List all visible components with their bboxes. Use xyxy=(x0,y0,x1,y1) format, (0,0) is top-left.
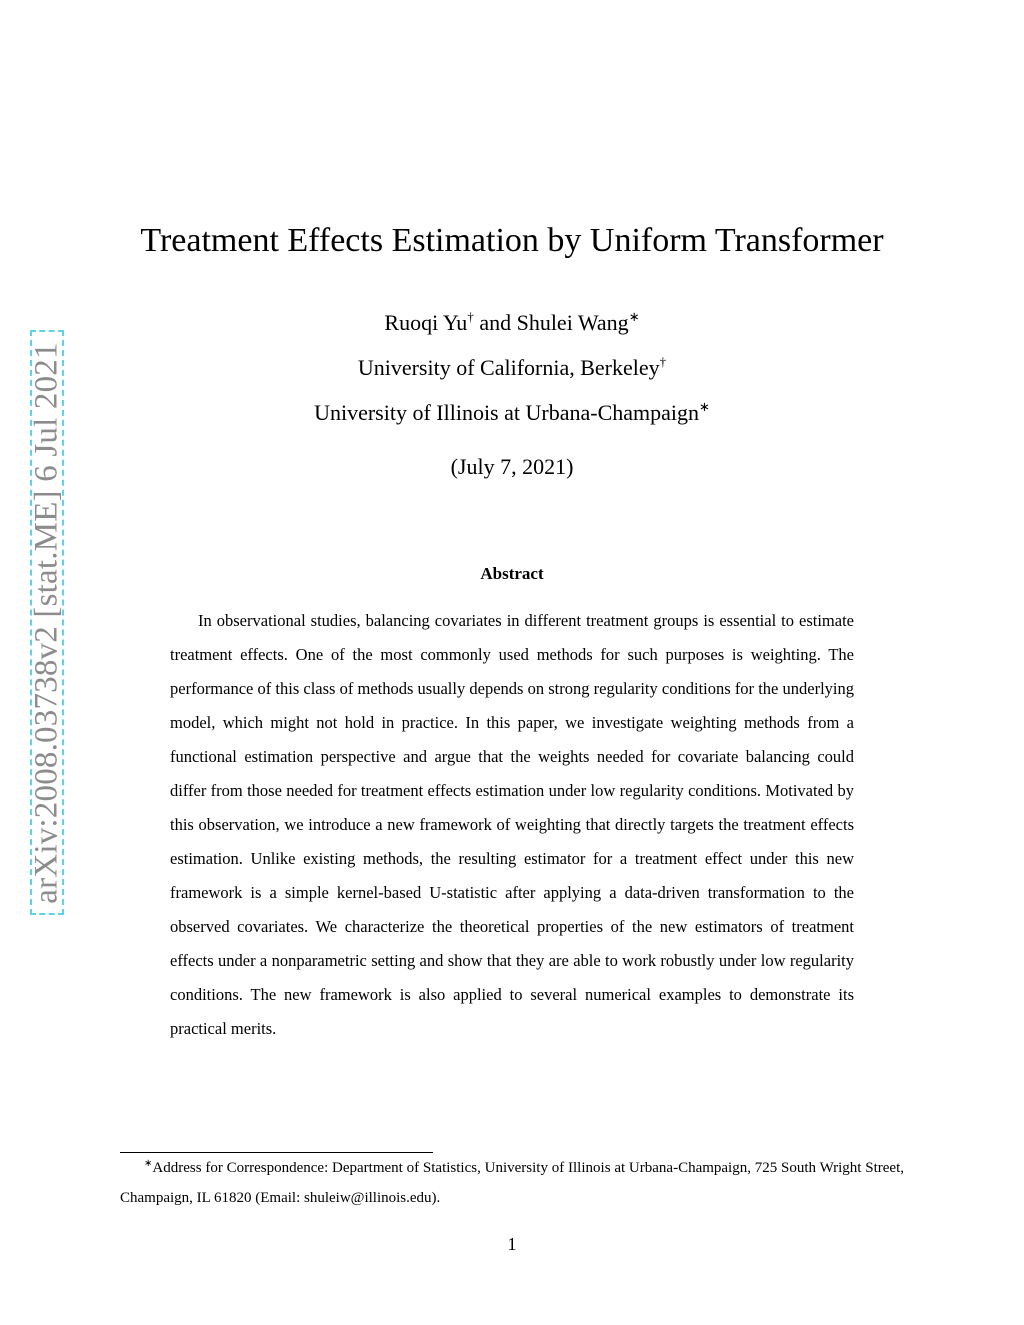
author-affiliation-mark: ∗ xyxy=(628,309,640,324)
paper-date: (July 7, 2021) xyxy=(450,454,574,479)
affiliation-mark: † xyxy=(659,354,667,369)
author-name: Shulei Wang xyxy=(516,310,629,335)
abstract-heading: Abstract xyxy=(480,564,544,583)
author-connector: and xyxy=(479,310,512,335)
affiliation-name: University of Illinois at Urbana-Champaign xyxy=(314,400,699,425)
footnote-text: Address for Correspondence: Department of Statistics, University of Illinois at Urbana-Champaign, 725 South Wright Street, Champaign, IL 61820 (Email: shuleiw@illinois.edu). xyxy=(120,1160,904,1206)
paper-title: Treatment Effects Estimation by Uniform Transformer xyxy=(140,222,884,259)
affiliation-mark: ∗ xyxy=(699,399,710,414)
affiliation-name: University of California, Berkeley xyxy=(357,355,660,380)
affiliation-line xyxy=(0,355,1024,381)
author-affiliation-mark: † xyxy=(467,309,474,324)
author-name: Ruoqi Yu xyxy=(384,310,468,335)
authors-line xyxy=(0,310,1024,336)
page-number: 1 xyxy=(507,1234,517,1254)
arxiv-identifier: arXiv:2008.03738v2 [stat.ME] 6 Jul 2021 xyxy=(28,342,65,904)
footnote xyxy=(120,1153,904,1213)
footnote-mark: ∗ xyxy=(144,1158,153,1169)
abstract-body: In observational studies, balancing covariates in different treatment groups is essential to estimate treatment effects. One of the most commonly used methods for such purposes is weighting. The performance of this class of methods usually depends on strong regularity conditions for the underlying model, which might not hold in practice. In this paper, we investigate weighting methods from a functional estimation perspective and argue that the weights needed for covariate balancing could differ from those needed for treatment effects estimation under low regularity conditions. Motivated by this observation, we introduce a new framework of weighting that directly targets the treatment effects estimation. Unlike existing methods, the resulting estimator for a treatment effect under this new framework is a simple kernel-based U-statistic after applying a data-driven transformation to the observed covariates. We characterize the theoretical properties of the new estimators of treatment effects under a nonparametric setting and show that they are able to work robustly under low regularity conditions. The new framework is also applied to several numerical examples to demonstrate its practical merits. xyxy=(170,611,854,1038)
affiliation-line xyxy=(0,400,1024,426)
